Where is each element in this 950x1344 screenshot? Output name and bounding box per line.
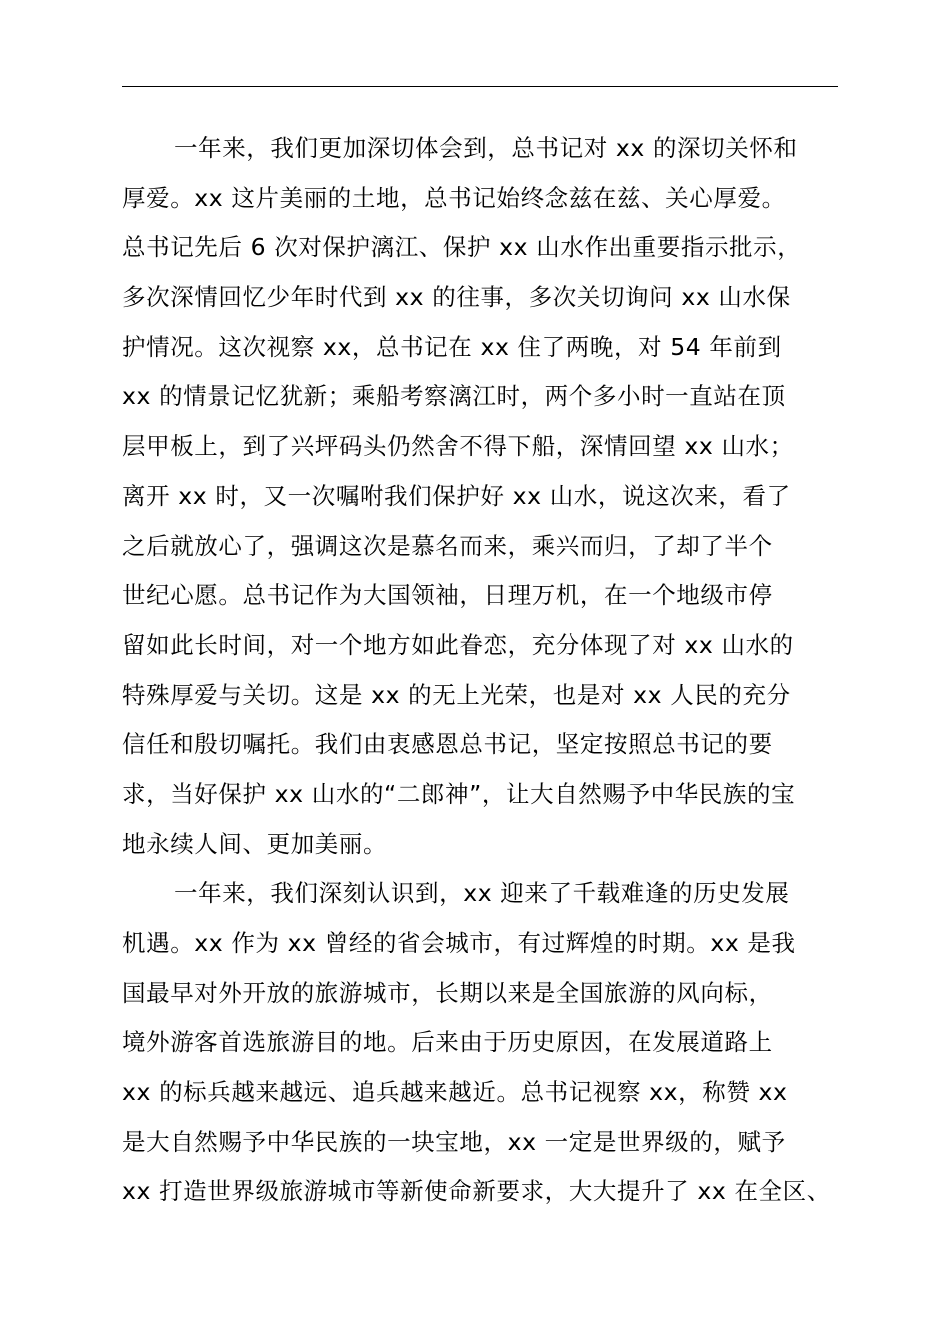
paragraph-1	[122, 124, 847, 869]
paragraph-2	[122, 869, 847, 1217]
text-line: xx 打造世界级旅游城市等新使命新要求，大大提升了 xx 在全区、	[122, 1177, 831, 1206]
text-line: 一年来，我们更加深切体会到，总书记对 xx 的深切关怀和	[174, 134, 798, 162]
text-line: 求，当好保护 xx 山水的“二郎神”，让大自然赐予中华民族的宝	[122, 779, 796, 808]
text-line: 是大自然赐予中华民族的一块宝地，xx 一定是世界级的，赋予	[122, 1127, 786, 1156]
body-text	[122, 124, 847, 1217]
text-line: 之后就放心了，强调这次是慕名而来，乘兴而归，了却了半个	[122, 531, 773, 560]
text-line: 总书记先后 6 次对保护漓江、保护 xx 山水作出重要指示批示，	[122, 233, 802, 262]
text-line: 多次深情回忆少年时代到 xx 的往事，多次关切询问 xx 山水保	[122, 283, 791, 312]
text-line: 护情况。这次视察 xx，总书记在 xx 住了两晚，对 54 年前到	[122, 332, 782, 361]
text-line: 世纪心愿。总书记作为大国领袖，日理万机，在一个地级市停	[122, 581, 773, 610]
text-line: xx 的标兵越来越远、追兵越来越近。总书记视察 xx，称赞 xx	[122, 1078, 788, 1107]
text-line: 层甲板上，到了兴坪码头仍然舍不得下船，深情回望 xx 山水；	[122, 432, 794, 461]
text-line: 信任和殷切嘱托。我们由衷感恩总书记，坚定按照总书记的要	[122, 730, 773, 759]
text-line: 离开 xx 时，又一次嘱咐我们保护好 xx 山水，说这次来，看了	[122, 481, 791, 510]
text-line: 国最早对外开放的旅游城市，长期以来是全国旅游的风向标，	[122, 978, 773, 1007]
text-line: xx 的情景记忆犹新；乘船考察漓江时，两个多小时一直站在顶	[122, 382, 786, 411]
header-rule	[122, 86, 838, 87]
text-line: 机遇。xx 作为 xx 曾经的省会城市，有过辉煌的时期。xx 是我	[122, 929, 796, 957]
text-line: 留如此长时间，对一个地方如此眷恋，充分体现了对 xx 山水的	[122, 630, 794, 659]
text-line: 厚爱。xx 这片美丽的土地，总书记始终念兹在兹、关心厚爱。	[122, 183, 786, 212]
text-line: 一年来，我们深刻认识到，xx 迎来了千载难逢的历史发展	[174, 879, 790, 908]
text-line: 特殊厚爱与关切。这是 xx 的无上光荣，也是对 xx 人民的充分	[122, 680, 791, 709]
text-line: 境外游客首选旅游目的地。后来由于历史原因，在发展道路上	[122, 1028, 773, 1057]
text-line: 地永续人间、更加美丽。	[122, 829, 388, 858]
